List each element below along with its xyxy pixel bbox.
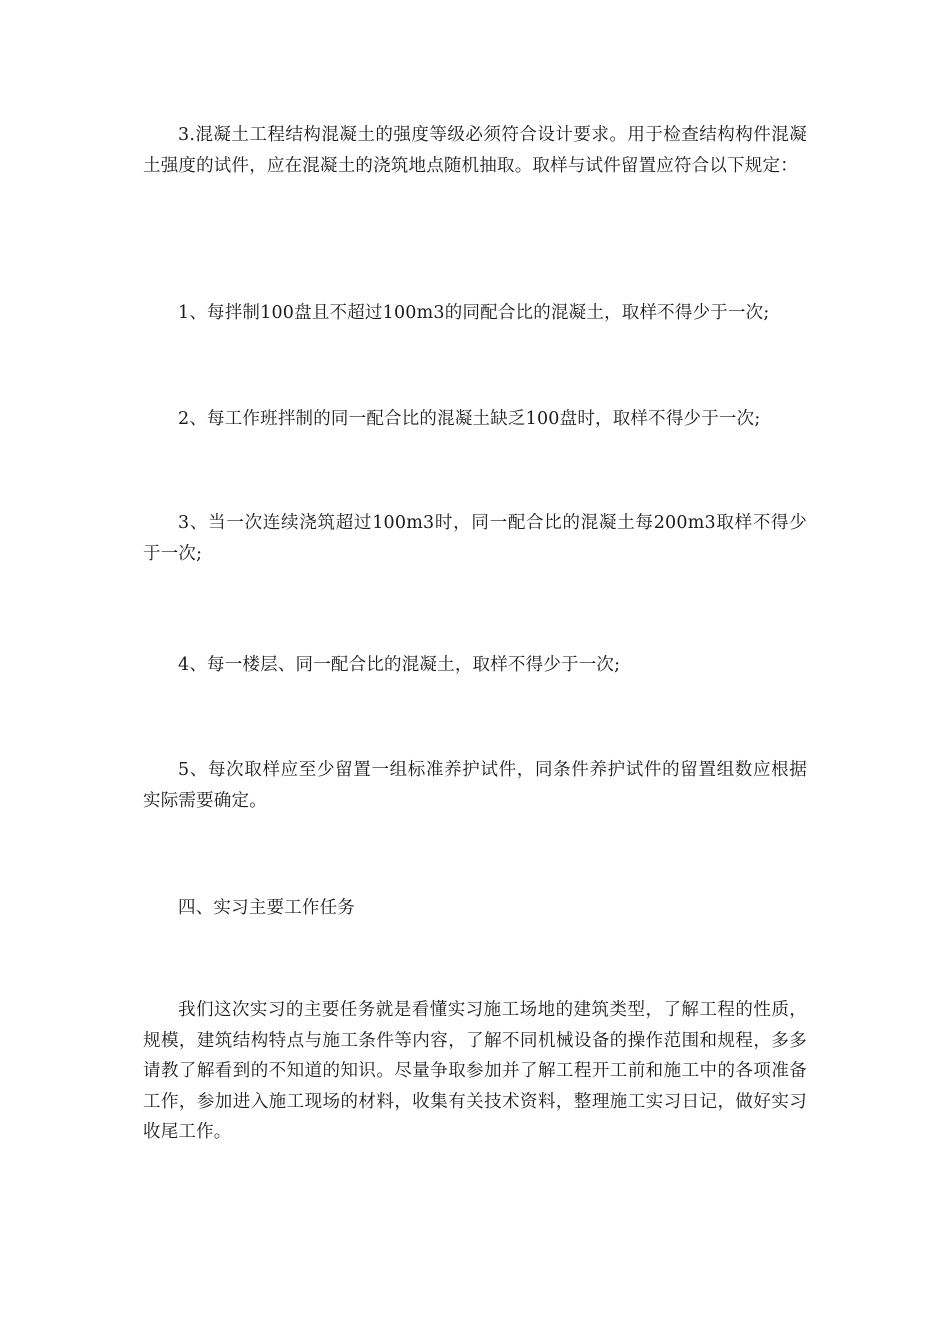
paragraph-concrete-strength: 3.混凝土工程结构混凝土的强度等级必须符合设计要求。用于检查结构构件混凝土强度的试件，应在混凝土的浇筑地点随机抽取。取样与试件留置应符合以下规定： [143,125,807,176]
paragraph-rule-1: 1、每拌制100盘且不超过100m3的同配合比的混凝土，取样不得少于一次; [178,303,770,323]
section-heading: 四、实习主要工作任务 [178,898,355,918]
paragraph-rule-2: 2、每工作班拌制的同一配合比的混凝土缺乏100盘时，取样不得少于一次; [178,409,761,429]
paragraph-rule-5: 5、每次取样应至少留置一组标准养护试件，同条件养护试件的留置组数应根据实际需要确定。 [143,760,807,811]
paragraph-main-tasks: 我们这次实习的主要任务就是看懂实习施工场地的建筑类型，了解工程的性质，规模，建筑结构特点与施工条件等内容，了解不同机械设备的操作范围和规程，多多请教了解看到的不知道的知识。尽量争取参加并了解工程开工前和施工中的各项准备工作，参加进入施工现场的材料，收集有关技术资料，整理施工实习日记，做好实习收尾工作。 [143,1000,807,1142]
paragraph-rule-3: 3、当一次连续浇筑超过100m3时，同一配合比的混凝土每200m3取样不得少于一次; [143,513,807,564]
paragraph-rule-4: 4、每一楼层、同一配合比的混凝土，取样不得少于一次; [178,655,621,675]
